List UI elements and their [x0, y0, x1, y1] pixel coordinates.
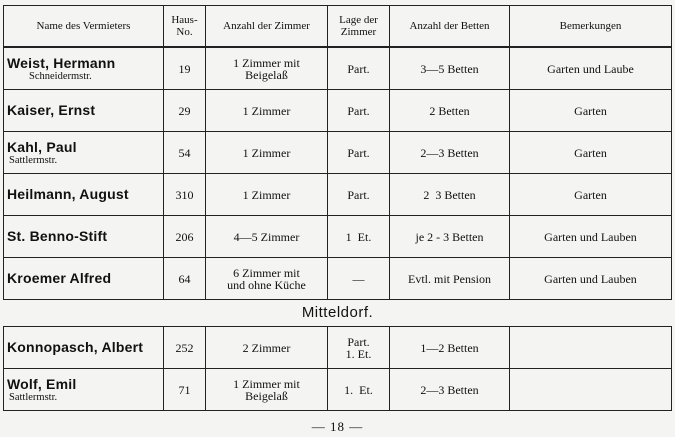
landlord-name: Kahl, Paul	[7, 138, 77, 155]
remarks	[510, 327, 672, 369]
room-floor: —	[328, 258, 390, 300]
landlord-name: Kroemer Alfred	[7, 270, 112, 286]
room-count-line1: 1 Zimmer mit	[233, 376, 300, 391]
rental-table	[3, 5, 672, 411]
section-row	[4, 300, 672, 327]
house-number: 29	[164, 90, 206, 132]
remarks: Garten	[510, 90, 672, 132]
room-count: 1 Zimmer	[206, 90, 328, 132]
landlord-cell	[4, 174, 164, 216]
header-house-line2: No.	[176, 26, 193, 38]
bed-count: 2 Betten	[390, 90, 510, 132]
table-row	[4, 258, 672, 300]
header-rooms: Anzahl der Zimmer	[206, 6, 328, 48]
room-count: 2 Zimmer	[206, 327, 328, 369]
landlord-cell	[4, 369, 164, 411]
landlord-occupation: Sattlermstr.	[9, 391, 58, 403]
room-floor	[328, 327, 390, 369]
table-row	[4, 216, 672, 258]
room-count	[206, 47, 328, 90]
landlord-name: Weist, Hermann	[7, 54, 116, 71]
room-count: 1 Zimmer	[206, 174, 328, 216]
room-count: 1 Zimmer	[206, 132, 328, 174]
room-floor-line1: Part.	[347, 334, 370, 349]
header-floor-line2: Zimmer	[340, 26, 377, 38]
landlord-name: Kaiser, Ernst	[7, 102, 96, 118]
bed-count: 2—3 Betten	[390, 369, 510, 411]
table-row	[4, 327, 672, 369]
table-row	[4, 90, 672, 132]
remarks: Garten und Lauben	[510, 216, 672, 258]
room-count: 4—5 Zimmer	[206, 216, 328, 258]
table-row	[4, 47, 672, 90]
table-row	[4, 174, 672, 216]
landlord-name: Heilmann, August	[7, 186, 129, 202]
table-header-row	[4, 6, 672, 48]
house-number: 252	[164, 327, 206, 369]
header-house	[164, 6, 206, 48]
bed-count: 2—3 Betten	[390, 132, 510, 174]
bed-count: je 2 - 3 Betten	[390, 216, 510, 258]
table-row	[4, 132, 672, 174]
header-beds: Anzahl der Betten	[390, 6, 510, 48]
landlord-name: Konnopasch, Albert	[7, 339, 144, 355]
room-count-line1: 1 Zimmer mit	[233, 55, 300, 70]
landlord-cell	[4, 216, 164, 258]
house-number: 310	[164, 174, 206, 216]
room-floor: 1. Et.	[328, 369, 390, 411]
house-number: 71	[164, 369, 206, 411]
room-floor: Part.	[328, 90, 390, 132]
remarks: Garten	[510, 132, 672, 174]
room-count-line1: 6 Zimmer mit	[233, 265, 300, 280]
room-count-line2: und ohne Küche	[227, 277, 306, 292]
room-floor: Part.	[328, 132, 390, 174]
bed-count: 1—2 Betten	[390, 327, 510, 369]
house-number: 54	[164, 132, 206, 174]
house-number: 64	[164, 258, 206, 300]
room-count-line2: Beigelaß	[245, 388, 288, 403]
landlord-cell	[4, 90, 164, 132]
page-number: — 18 —	[311, 419, 364, 434]
landlord-name: St. Benno-Stift	[7, 228, 108, 244]
table-body	[4, 47, 672, 411]
landlord-name: Wolf, Emil	[7, 375, 77, 392]
room-floor: 1 Et.	[328, 216, 390, 258]
bed-count: Evtl. mit Pension	[390, 258, 510, 300]
landlord-occupation: Sattlermstr.	[9, 154, 58, 166]
section-title: Mitteldorf.	[4, 300, 672, 327]
header-name: Name des Vermieters	[4, 6, 164, 48]
header-floor	[328, 6, 390, 48]
landlord-occupation: Schneidermstr.	[29, 70, 92, 82]
landlord-cell	[4, 327, 164, 369]
landlord-cell	[4, 258, 164, 300]
landlord-cell	[4, 132, 164, 174]
room-count	[206, 369, 328, 411]
remarks: Garten und Laube	[510, 47, 672, 90]
remarks: Garten	[510, 174, 672, 216]
room-count-line2: Beigelaß	[245, 67, 288, 82]
remarks: Garten und Lauben	[510, 258, 672, 300]
room-floor: Part.	[328, 174, 390, 216]
house-number: 206	[164, 216, 206, 258]
bed-count: 2 3 Betten	[390, 174, 510, 216]
room-count	[206, 258, 328, 300]
landlord-cell	[4, 47, 164, 90]
table-row	[4, 369, 672, 411]
room-floor: Part.	[328, 47, 390, 90]
bed-count: 3—5 Betten	[390, 47, 510, 90]
header-remarks: Bemerkungen	[510, 6, 672, 48]
header-floor-line1: Lage der	[339, 14, 378, 26]
remarks	[510, 369, 672, 411]
house-number: 19	[164, 47, 206, 90]
room-floor-line2: 1. Et.	[345, 346, 372, 361]
header-house-line1: Haus-	[171, 14, 198, 26]
